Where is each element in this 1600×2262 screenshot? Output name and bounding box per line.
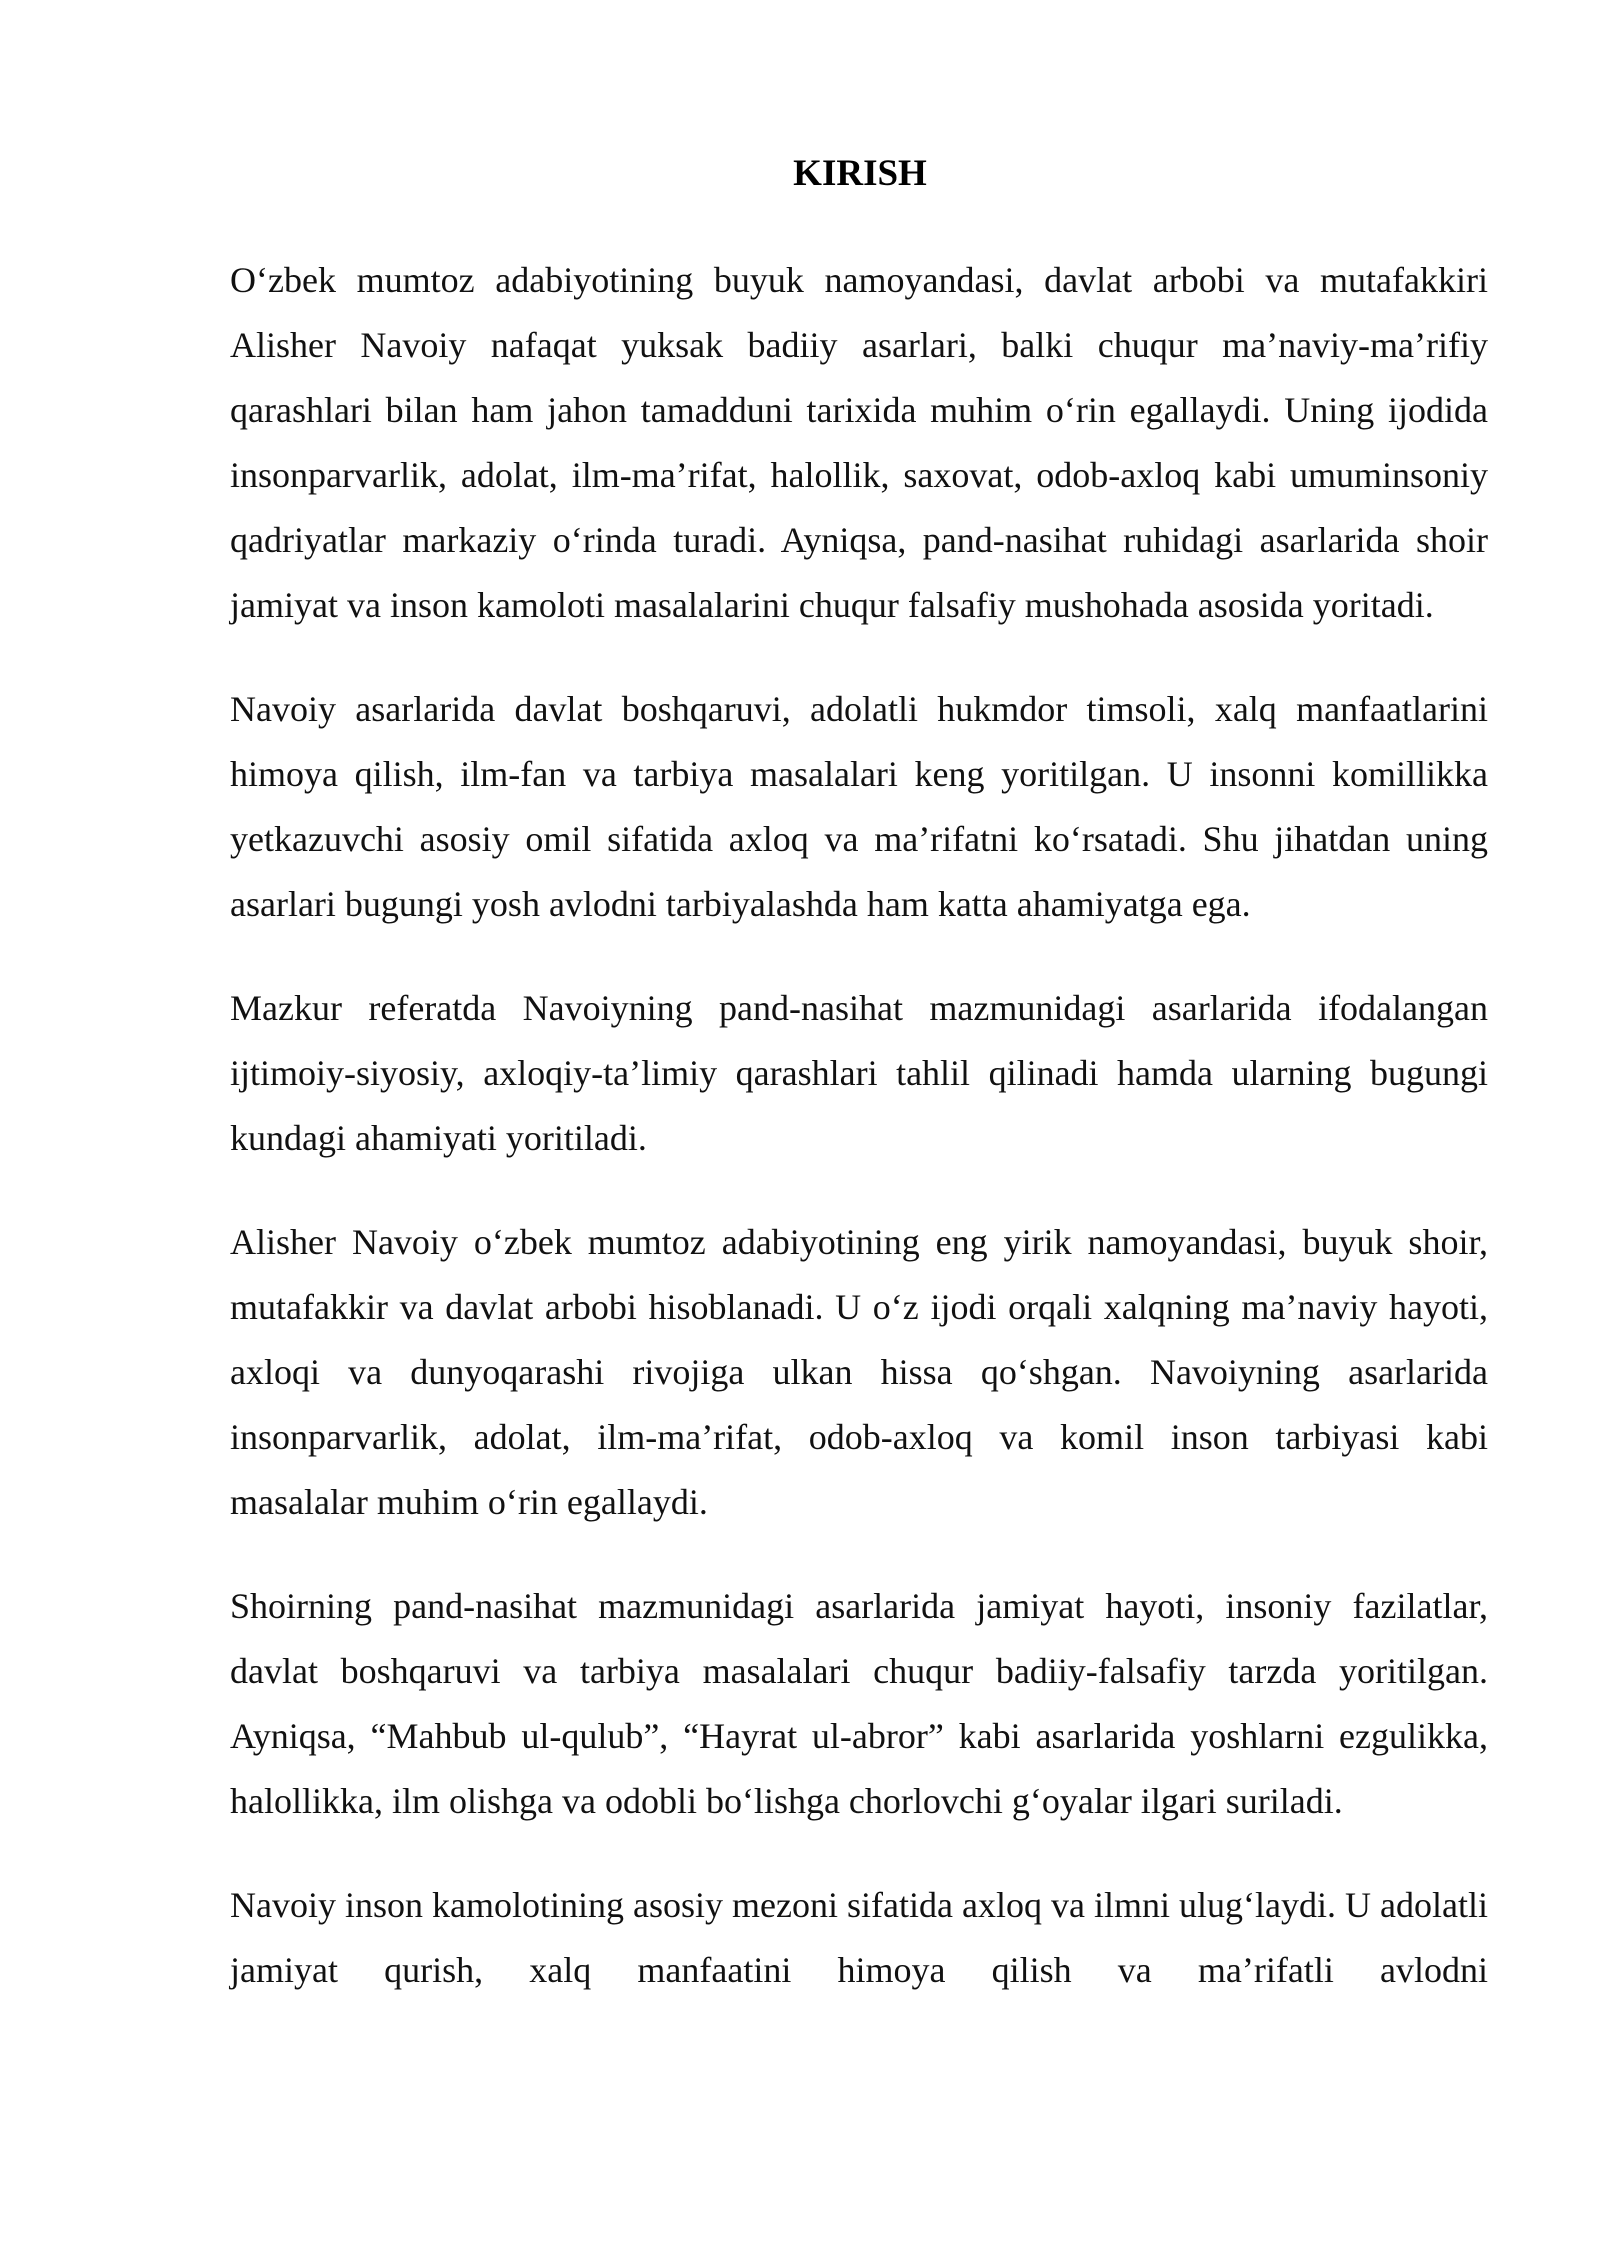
paragraph-2: Navoiy asarlarida davlat boshqaruvi, adolatli hukmdor timsoli, xalq manfaatlarini himoya qilish, ilm-fan va tarbiya masalalari keng yoritilgan. U insonni komillikka yetkazuvchi asosiy omil sifatida axloq va ma’rifatni ko‘rsatadi. Shu jihatdan uning asarlari bugungi yosh avlodni tarbiyalashda ham katta ahamiyatga ega. (230, 689, 1488, 924)
paragraph-4: Alisher Navoiy o‘zbek mumtoz adabiyotining eng yirik namoyandasi, buyuk shoir, mutafakkir va davlat arbobi hisoblanadi. U o‘z ijodi orqali xalqning ma’naviy hayoti, axloqi va dunyoqarashi rivojiga ulkan hissa qo‘shgan. Navoiyning asarlarida insonparvarlik, adolat, ilm-ma’rifat, odob-axloq va komil inson tarbiyasi kabi masalalar muhim o‘rin egallaydi. (230, 1222, 1488, 1522)
paragraph-1: O‘zbek mumtoz adabiyotining buyuk namoyandasi, davlat arbobi va mutafakkiri Alisher Navoiy nafaqat yuksak badiiy asarlari, balki chuqur ma’naviy-ma’rifiy qarashlari bilan ham jahon tamadduni tarixida muhim o‘rin egallaydi. Uning ijodida insonparvarlik, adolat, ilm-ma’rifat, halollik, saxovat, odob-axloq kabi umuminsoniy qadriyatlar markaziy o‘rinda turadi. Ayniqsa, pand-nasihat ruhidagi asarlarida shoir jamiyat va inson kamoloti masalalarini chuqur falsafiy mushohada asosida yoritadi. (230, 260, 1488, 625)
paragraph-6: Navoiy inson kamolotining asosiy mezoni sifatida axloq va ilmni ulug‘laydi. U adolatli jamiyat qurish, xalq manfaatini himoya qilish va ma’rifatli avlodni (230, 1885, 1488, 1990)
body-text (230, 248, 1488, 2042)
page-title: KIRISH (793, 153, 927, 194)
paragraph-5: Shoirning pand-nasihat mazmunidagi asarlarida jamiyat hayoti, insoniy fazilatlar, davlat boshqaruvi va tarbiya masalalari chuqur badiiy-falsafiy tarzda yoritilgan. Ayniqsa, “Mahbub ul-qulub”, “Hayrat ul-abror” kabi asarlarida yoshlarni ezgulikka, halollikka, ilm olishga va odobli bo‘lishga chorlovchi g‘oyalar ilgari suriladi. (230, 1586, 1488, 1821)
paragraph-3: Mazkur referatda Navoiyning pand-nasihat mazmunidagi asarlarida ifodalangan ijtimoiy-siyosiy, axloqiy-ta’limiy qarashlari tahlil qilinadi hamda ularning bugungi kundagi ahamiyati yoritiladi. (230, 988, 1488, 1158)
